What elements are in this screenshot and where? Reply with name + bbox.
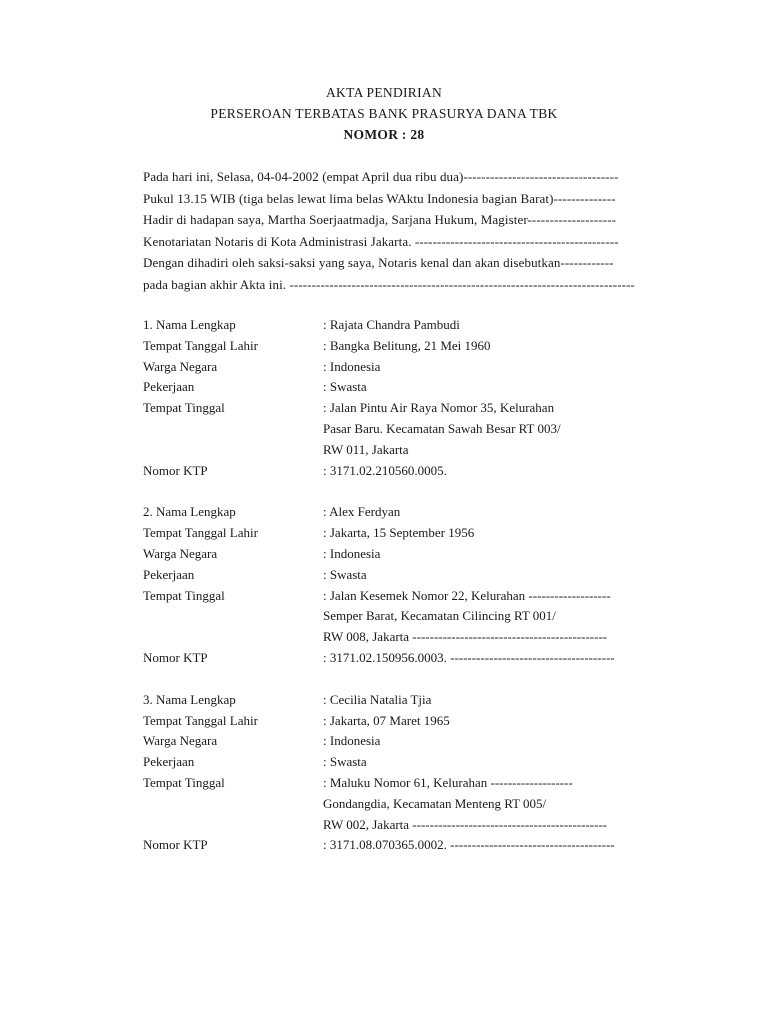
field-value (323, 773, 688, 835)
field-value-line: : Bangka Belitung, 21 Mei 1960 (323, 337, 491, 353)
field-value-line: : 3171.02.150956.0003. -------------------------------------- (323, 649, 615, 665)
intro-line: Kenotariatan Notaris di Kota Administrasi Jakarta. ---------------------------------------------- (143, 233, 619, 249)
person-field-row (143, 461, 688, 482)
persons-list (143, 315, 688, 877)
field-value-line: : Alex Ferdyan (323, 504, 401, 520)
person-field-row (143, 565, 688, 586)
title-line-nomor: NOMOR : 28 (343, 127, 425, 142)
field-value-line: : Rajata Chandra Pambudi (323, 317, 460, 332)
field-value (323, 752, 688, 773)
field-value (323, 835, 688, 856)
person-field-row (143, 648, 688, 669)
field-value-line: Pasar Baru. Kecamatan Sawah Besar RT 003/ (323, 420, 561, 436)
field-label: Pekerjaan (143, 754, 195, 770)
field-label: Warga Negara (143, 358, 218, 374)
field-value (323, 523, 688, 544)
field-value-line: RW 002, Jakarta --------------------------------------------- (323, 816, 608, 832)
field-value (323, 357, 688, 378)
person-field-row (143, 357, 688, 378)
field-value-line: : Maluku Nomor 61, Kelurahan ------------------- (323, 774, 573, 790)
field-label: Tempat Tinggal (143, 774, 225, 790)
intro-line: Dengan dihadiri oleh saksi-saksi yang saya, Notaris kenal dan akan disebutkan------------ (143, 255, 614, 271)
field-value (323, 586, 688, 648)
person-field-row (143, 398, 688, 460)
field-value (323, 315, 688, 336)
field-label: Warga Negara (143, 545, 218, 561)
field-value-line: : Indonesia (323, 358, 381, 374)
field-value (323, 377, 688, 398)
field-value-line: : 3171.02.210560.0005. (323, 462, 447, 478)
person-block (143, 690, 688, 856)
field-value-line: Gondangdia, Kecamatan Menteng RT 005/ (323, 795, 547, 811)
field-value (323, 565, 688, 586)
field-label: Pekerjaan (143, 379, 195, 395)
intro-paragraph (143, 166, 688, 296)
field-value-line: Semper Barat, Kecamatan Cilincing RT 001/ (323, 608, 556, 624)
person-field-row (143, 711, 688, 732)
field-label: Nomor KTP (143, 649, 208, 665)
field-value (323, 461, 688, 482)
field-value-line: RW 008, Jakarta --------------------------------------------- (323, 629, 608, 645)
field-label: 2. Nama Lengkap (143, 504, 236, 520)
field-label: Tempat Tinggal (143, 400, 225, 416)
person-field-row (143, 544, 688, 565)
field-label: 1. Nama Lengkap (143, 317, 236, 332)
intro-line: Pukul 13.15 WIB (tiga belas lewat lima belas WAktu Indonesia bagian Barat)-------------- (143, 190, 616, 206)
field-value-line: : Jakarta, 07 Maret 1965 (323, 712, 450, 728)
person-field-row (143, 731, 688, 752)
person-field-row (143, 752, 688, 773)
field-value (323, 690, 688, 711)
person-field-row (143, 377, 688, 398)
field-value-line: : Jalan Kesemek Nomor 22, Kelurahan ------------------- (323, 587, 611, 603)
field-label: 3. Nama Lengkap (143, 691, 236, 707)
field-label: Tempat Tanggal Lahir (143, 337, 258, 353)
intro-line: Pada hari ini, Selasa, 04-04-2002 (empat April dua ribu dua)----------------------------------- (143, 169, 619, 184)
person-field-row (143, 586, 688, 648)
person-field-row (143, 336, 688, 357)
field-value-line: : Jakarta, 15 September 1956 (323, 525, 475, 541)
person-field-row (143, 315, 688, 336)
field-label: Nomor KTP (143, 837, 208, 853)
intro-line: pada bagian akhir Akta ini. ------------------------------------------------------------------------------ (143, 276, 635, 292)
field-value (323, 336, 688, 357)
person-block (143, 315, 688, 481)
field-value-line: : Indonesia (323, 733, 381, 749)
person-field-row (143, 523, 688, 544)
person-block (143, 502, 688, 668)
field-value (323, 398, 688, 460)
field-value-line: : 3171.08.070365.0002. -------------------------------------- (323, 837, 615, 853)
field-value (323, 648, 688, 669)
person-field-row (143, 773, 688, 835)
document-title-block (0, 82, 768, 145)
field-value-line: : Swasta (323, 754, 367, 770)
person-field-row (143, 690, 688, 711)
intro-line: Hadir di hadapan saya, Martha Soerjaatmadja, Sarjana Hukum, Magister-------------------- (143, 212, 617, 228)
field-value-line: RW 011, Jakarta (323, 441, 409, 457)
person-field-row (143, 502, 688, 523)
field-value (323, 502, 688, 523)
field-value (323, 544, 688, 565)
field-label: Tempat Tanggal Lahir (143, 712, 258, 728)
field-value (323, 711, 688, 732)
field-value-line: : Swasta (323, 566, 367, 582)
title-line-2: PERSEROAN TERBATAS BANK PRASURYA DANA TBK (210, 106, 558, 121)
title-line-1: AKTA PENDIRIAN (326, 85, 442, 100)
field-value-line: : Jalan Pintu Air Raya Nomor 35, Kelurahan (323, 400, 555, 416)
field-label: Tempat Tanggal Lahir (143, 525, 258, 541)
field-value (323, 731, 688, 752)
field-value-line: : Cecilia Natalia Tjia (323, 691, 432, 707)
field-label: Tempat Tinggal (143, 587, 225, 603)
person-field-row (143, 835, 688, 856)
field-value-line: : Swasta (323, 379, 367, 395)
field-label: Nomor KTP (143, 462, 208, 478)
field-label: Pekerjaan (143, 566, 195, 582)
field-value-line: : Indonesia (323, 545, 381, 561)
field-label: Warga Negara (143, 733, 218, 749)
